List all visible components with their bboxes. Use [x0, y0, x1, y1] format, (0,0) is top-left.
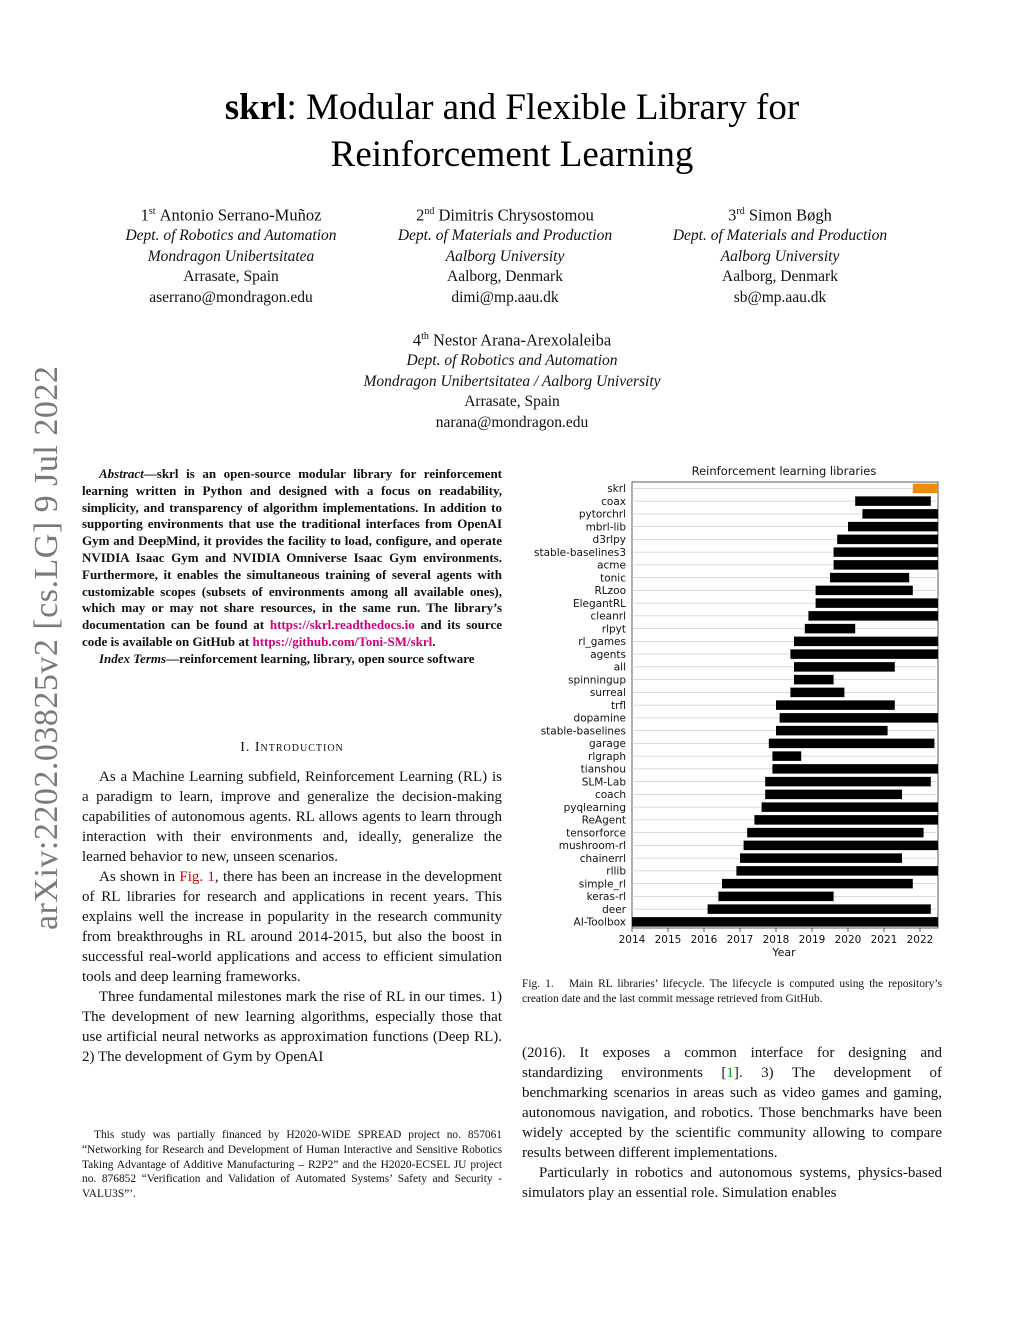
y-tick-label: tensorforce [566, 827, 626, 840]
title-line2: Reinforcement Learning [330, 134, 694, 175]
y-tick-label: RLzoo [594, 585, 626, 598]
y-tick-label: garage [589, 738, 626, 751]
bar-stable-baselines3 [834, 547, 938, 557]
author-org: Mondragon Unibertsitatea / Aalborg University [363, 372, 661, 390]
bar-coax [855, 496, 931, 506]
y-tick-label: cleanrl [590, 610, 626, 623]
intro-body [82, 767, 502, 1067]
y-tick-label: dopamine [573, 712, 626, 725]
bar-rllib [736, 866, 938, 876]
bar-d3rlpy [837, 535, 938, 545]
x-tick-label: 2021 [870, 934, 898, 946]
bar-ReAgent [754, 815, 938, 825]
bar-acme [834, 560, 938, 570]
bar-trfl [776, 700, 895, 710]
bar-spinningup [794, 675, 834, 685]
bar-mbrl-lib [848, 522, 938, 532]
y-tick-label: pyqlearning [563, 801, 626, 814]
figure-ref[interactable]: Fig. 1 [179, 869, 215, 885]
author-block-4: 4th Nestor Arana-Arexolaleiba Dept. of Robotics and Automation Mondragon Unibertsitatea / Aalborg University Arrasate, Spain narana@mondragon.edu [312, 327, 712, 433]
bar-tianshou [772, 764, 938, 774]
y-tick-label: chainerrl [579, 852, 626, 865]
section-heading: I. Introduction [240, 740, 344, 755]
x-axis-label: Year [772, 946, 796, 959]
bar-rl_games [794, 637, 938, 647]
bar-tensorforce [747, 828, 923, 838]
bar-surreal [790, 688, 844, 698]
bar-RLzoo [816, 586, 913, 596]
title-bold: skrl [224, 87, 287, 128]
y-tick-label: agents [590, 648, 626, 661]
author-name: Nestor Arana-Arexolaleiba [432, 330, 612, 350]
author-email[interactable]: aserrano@mondragon.edu [149, 288, 313, 306]
author-name: Antonio Serrano-Muñoz [159, 205, 322, 225]
bar-keras-rl [718, 892, 833, 902]
x-tick-label: 2022 [906, 934, 934, 946]
rl-libraries-chart [515, 458, 955, 970]
index-terms-label: Index Terms [99, 650, 167, 666]
right-column-text [522, 1043, 942, 1203]
y-tick-label: rlpyt [601, 623, 626, 636]
bar-SLM-Lab [765, 777, 931, 787]
y-tick-label: all [613, 661, 626, 674]
author-block-3: 3rd Simon Bøgh Dept. of Materials and Production Aalborg University Aalborg, Denmark sb@mp.aau.dk [630, 202, 930, 308]
author-block-1: 1st Antonio Serrano-Muñoz Dept. of Robotics and Automation Mondragon Unibertsitatea Arrasate, Spain aserrano@mondragon.edu [81, 202, 381, 308]
author-location: Aalborg, Denmark [722, 268, 838, 285]
author-dept: Dept. of Materials and Production [397, 227, 613, 244]
bar-stable-baselines [776, 726, 888, 736]
index-terms-text: —reinforcement learning, library, open source software [166, 650, 475, 666]
abstract: Abstract—skrl is an open-source modular library for reinforcement learning written in Python and designed with a focus on readability, simplicity, and transparency of algorithm implementations. In addition to supporting environments that use the traditional interfaces from OpenAI Gym and DeepMind, it provides the facility to load, configure, and operate NVIDIA Isaac Gym and NVIDIA Omniverse Isaac Gym environments. Furthermore, it enables the simultaneous training of several agents with customizable scopes (subsets of environments among all available ones), which may or may not share resources, in the same run. The library’s documentation can be found at https://skrl.readthedocs.io and its source code is available on GitHub at https://github.com/Toni-SM/skrl. Index Terms—reinforcement learning, library, open source software [82, 466, 502, 666]
bar-rlpyt [805, 624, 855, 634]
bar-cleanrl [808, 611, 938, 621]
y-tick-label: stable-baselines3 [534, 546, 626, 559]
author-dept: Dept. of Robotics and Automation [125, 227, 337, 244]
bar-AI-Toolbox [632, 917, 938, 927]
x-tick-label: 2016 [690, 934, 718, 946]
y-tick-label: AI-Toolbox [573, 916, 626, 929]
author-dept: Dept. of Materials and Production [672, 227, 888, 244]
bar-skrl [913, 484, 938, 494]
y-tick-label: simple_rl [578, 878, 626, 891]
y-tick-label: acme [597, 559, 626, 572]
arxiv-stamp: arXiv:2202.03825v2 [cs.LG] 9 Jul 2022 [28, 365, 65, 930]
paragraph: As shown in Fig. 1, there has been an increase in the development of RL libraries for research and applications in recent years. This explains well the increase in popularity in the research community from breakthroughs in RL around 2014-2015, but also the boost in successful real-world applications and access to efficient simulation tools and deep learning frameworks. [82, 869, 502, 985]
y-tick-label: SLM-Lab [581, 776, 626, 789]
paragraph: Particularly in robotics and autonomous systems, physics-based simulators play an essential role. Simulation enables [522, 1165, 942, 1201]
y-tick-label: tonic [600, 572, 626, 585]
y-tick-label: rllib [606, 865, 626, 878]
bar-deer [708, 904, 931, 914]
y-tick-label: surreal [589, 687, 626, 700]
abstract-label: Abstract [99, 466, 144, 481]
y-tick-label: deer [602, 903, 626, 916]
x-tick-label: 2020 [834, 934, 862, 946]
y-tick-label: d3rlpy [592, 534, 626, 547]
author-email[interactable]: sb@mp.aau.dk [733, 288, 827, 306]
bar-ElegantRL [816, 598, 938, 608]
author-name: Simon Bøgh [748, 205, 832, 225]
author-location: Arrasate, Spain [464, 393, 560, 410]
bar-mushroom-rl [744, 841, 938, 851]
y-tick-label: coach [594, 789, 626, 802]
x-tick-label: 2019 [798, 934, 826, 946]
bar-chainerrl [740, 853, 902, 863]
figure-caption [522, 977, 942, 1007]
bar-simple_rl [722, 879, 913, 889]
bar-all [794, 662, 895, 672]
author-email[interactable]: dimi@mp.aau.dk [451, 288, 559, 306]
x-tick-label: 2014 [618, 934, 646, 946]
y-tick-label: ElegantRL [572, 597, 626, 610]
author-name: Dimitris Chrysostomou [438, 205, 594, 225]
paper-title [0, 84, 1024, 178]
bar-rlgraph [772, 751, 801, 761]
y-tick-label: mbrl-lib [585, 521, 626, 534]
github-link[interactable]: https://github.com/Toni-SM/skrl [252, 633, 433, 649]
author-email[interactable]: narana@mondragon.edu [435, 413, 589, 431]
bar-pytorchrl [862, 509, 938, 519]
bar-dopamine [780, 713, 938, 723]
paragraph: Three fundamental milestones mark the rise of RL in our times. 1) The development of new learning algorithms, especially those that use artificial neural networks as approximation functions (Deep RL). 2) The development of Gym by OpenAI [82, 989, 502, 1065]
x-tick-label: 2017 [726, 934, 754, 946]
abstract-text: —skrl is an open-source modular library for reinforcement learning written in Python and designed with a focus on readability, simplicity, and transparency of algorithm implementations. In addition to supporting environments that use the traditional interfaces from OpenAI Gym and DeepMind, it provides the facility to load, configure, and operate NVIDIA Isaac Gym and NVIDIA Omniverse Isaac Gym environments. Furthermore, it enables the simultaneous training of several agents with customizable scopes (subsets of environments among all available ones), which may or may not share resources, in the same run. The library’s documentation can be found at [82, 466, 502, 633]
author-dept: Dept. of Robotics and Automation [406, 352, 618, 369]
y-tick-label: pytorchrl [578, 508, 626, 521]
y-tick-label: ReAgent [581, 814, 626, 827]
y-tick-label: coax [601, 495, 626, 508]
bar-pyqlearning [762, 802, 938, 812]
y-tick-label: spinningup [568, 674, 626, 687]
caption-label: Fig. 1. [522, 978, 554, 990]
docs-link[interactable]: https://skrl.readthedocs.io [269, 617, 415, 633]
chart-title: Reinforcement learning libraries [691, 464, 877, 478]
y-tick-label: mushroom-rl [558, 840, 626, 853]
x-tick-label: 2018 [762, 934, 790, 946]
y-tick-label: trfl [610, 699, 626, 712]
y-tick-label: tianshou [580, 763, 626, 776]
paragraph: As a Machine Learning subfield, Reinforcement Learning (RL) is a paradigm to learn, improve and generalize the decision-making capabilities of autonomous agents. RL allows agents to learn through interaction with their environments and, ideally, generalize the learned behavior to new, unseen scenarios. [82, 769, 502, 865]
title-line1: : Modular and Flexible Library for [286, 87, 800, 128]
footnote: This study was partially financed by H2020-WIDE SPREAD project no. 857061 “Networking for Research and Development of Human Interactive and Sensitive Robotics Taking Advantage of Additive Manufacturing – R2P2” and the H2020-ECSEL JU project no. 876852 “Verification and Validation of Automated Systems’ Safety and Security - VALU3S”’. [82, 1129, 502, 1201]
bar-agents [790, 649, 938, 659]
bar-garage [769, 739, 935, 749]
author-org: Aalborg University [445, 247, 565, 265]
citation-ref[interactable]: 1 [726, 1065, 734, 1081]
bar-coach [765, 790, 902, 800]
author-location: Aalborg, Denmark [447, 268, 563, 285]
y-tick-label: skrl [607, 483, 626, 496]
x-tick-label: 2015 [654, 934, 682, 946]
author-org: Mondragon Unibertsitatea [147, 247, 315, 265]
author-block-2: 2nd Dimitris Chrysostomou Dept. of Materials and Production Aalborg University Aalborg, Denmark dimi@mp.aau.dk [355, 202, 655, 308]
section-title: Introduction [254, 740, 344, 755]
paragraph: (2016). It exposes a common interface for designing and standardizing environments [1]. 3) The development of benchmarking scenarios in areas such as video games and gaming, autonomous navigation, and robotics. Those benchmarks have been widely accepted by the scientific community allowing to compare results between different implementations. [522, 1045, 942, 1161]
bar-tonic [830, 573, 909, 583]
y-tick-label: stable-baselines [540, 725, 626, 738]
y-tick-label: rlgraph [588, 750, 626, 763]
caption-text: Main RL libraries’ lifecycle. The lifecycle is computed using the repository’s creation date and the last commit message retrieved from GitHub. [522, 978, 943, 1005]
author-org: Aalborg University [720, 247, 840, 265]
y-tick-label: keras-rl [586, 891, 626, 904]
y-tick-label: rl_games [578, 636, 626, 649]
author-location: Arrasate, Spain [183, 268, 279, 285]
